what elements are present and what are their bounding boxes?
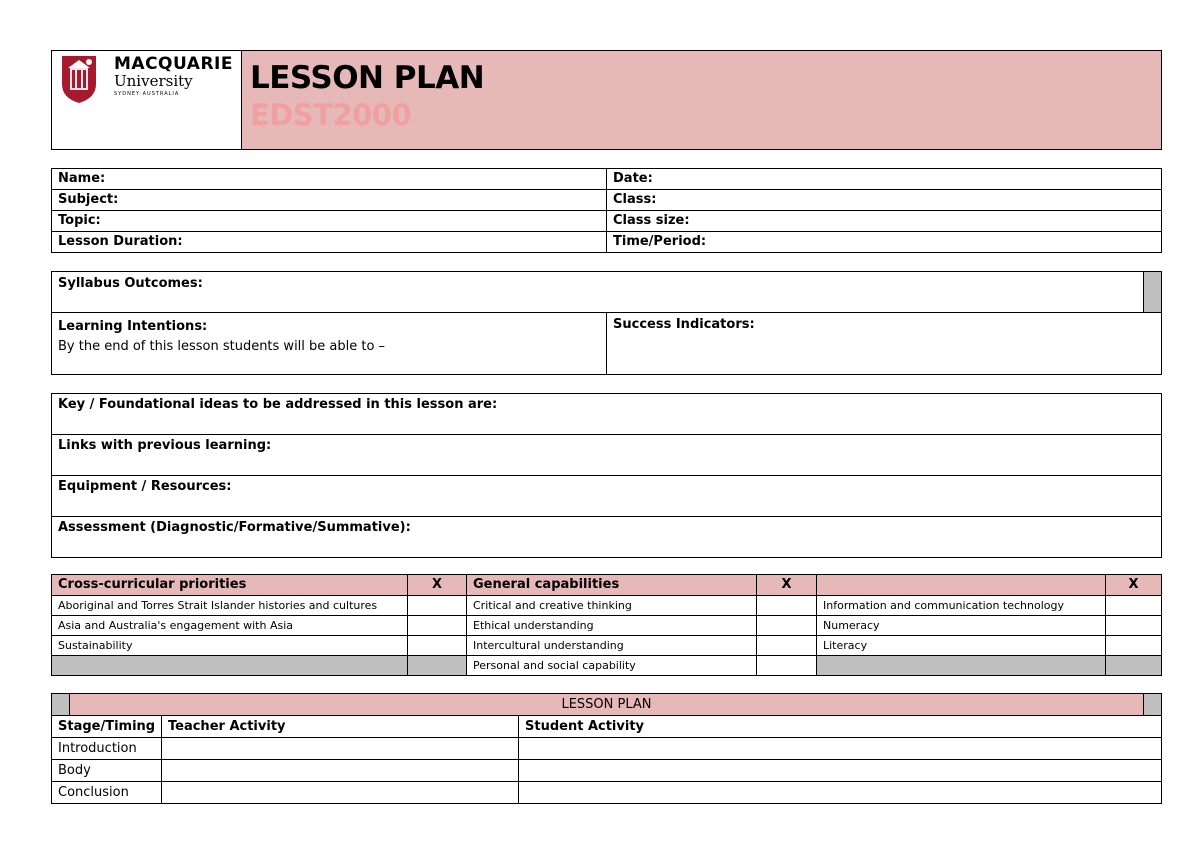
duration-field[interactable]: Lesson Duration: [52,232,607,253]
capability-item: Ethical understanding [467,616,757,636]
check-cell[interactable] [408,596,467,616]
grey-cell [1144,694,1162,716]
check-cell[interactable] [408,636,467,656]
x-header: X [757,575,817,596]
check-cell[interactable] [757,596,817,616]
class-field[interactable]: Class: [607,190,1162,211]
capabilities-section [51,574,1162,676]
check-cell[interactable] [1106,596,1162,616]
subject-field[interactable]: Subject: [52,190,607,211]
capability-item: Literacy [817,636,1106,656]
general-capabilities-header: General capabilities [467,575,757,596]
check-cell[interactable] [1106,636,1162,656]
key-ideas-field[interactable]: Key / Foundational ideas to be addressed in this lesson are: [52,394,1162,435]
check-cell[interactable] [757,656,817,676]
lesson-plan-section [51,693,1162,804]
name-field[interactable]: Name: [52,169,607,190]
class-size-field[interactable]: Class size: [607,211,1162,232]
grey-cell [52,656,408,676]
syllabus-section [51,271,1162,375]
student-header: Student Activity [519,716,1162,738]
equipment-field[interactable]: Equipment / Resources: [52,476,1162,517]
topic-field[interactable]: Topic: [52,211,607,232]
page-title: LESSON PLAN [250,60,485,96]
stage-label: Introduction [52,738,162,760]
date-field[interactable]: Date: [607,169,1162,190]
priority-item: Asia and Australia's engagement with Asia [52,616,408,636]
teacher-header: Teacher Activity [162,716,519,738]
x-header: X [408,575,467,596]
blank-header [817,575,1106,596]
assessment-field[interactable]: Assessment (Diagnostic/Formative/Summative): [52,517,1162,558]
priority-item: Aboriginal and Torres Strait Islander histories and cultures [52,596,408,616]
capability-item: Critical and creative thinking [467,596,757,616]
stage-label: Conclusion [52,782,162,804]
grey-cell [1106,656,1162,676]
check-cell[interactable] [408,616,467,636]
lesson-plan-title: LESSON PLAN [70,694,1144,716]
logo-sub: University [114,72,193,90]
teacher-activity-cell[interactable] [162,760,519,782]
grey-cell [408,656,467,676]
time-field[interactable]: Time/Period: [607,232,1162,253]
teacher-activity-cell[interactable] [162,738,519,760]
grey-cell [817,656,1106,676]
key-sections [51,393,1162,558]
capability-item: Numeracy [817,616,1106,636]
macquarie-crest-icon [60,54,98,104]
check-cell[interactable] [757,636,817,656]
cross-curricular-header: Cross-curricular priorities [52,575,408,596]
learning-intentions-text: By the end of this lesson students will be able to – [58,339,386,354]
info-section [51,168,1162,253]
logo-name: MACQUARIE [114,54,233,74]
document-header [51,50,1162,150]
success-indicators-field[interactable]: Success Indicators: [607,313,1162,375]
learning-intentions-label: Learning Intentions: [58,319,208,334]
grey-cell [52,694,70,716]
stage-label: Body [52,760,162,782]
check-cell[interactable] [1106,616,1162,636]
grey-cell [1144,272,1162,313]
course-code: EDST2000 [250,98,412,132]
capability-item: Intercultural understanding [467,636,757,656]
syllabus-outcomes-field[interactable]: Syllabus Outcomes: [52,272,1144,313]
teacher-activity-cell[interactable] [162,782,519,804]
student-activity-cell[interactable] [519,738,1162,760]
capability-item: Information and communication technology [817,596,1106,616]
stage-header: Stage/Timing [52,716,162,738]
x-header: X [1106,575,1162,596]
logo-tagline: SYDNEY·AUSTRALIA [114,91,180,97]
student-activity-cell[interactable] [519,760,1162,782]
learning-intentions-field[interactable] [52,313,607,375]
check-cell[interactable] [757,616,817,636]
student-activity-cell[interactable] [519,782,1162,804]
previous-learning-field[interactable]: Links with previous learning: [52,435,1162,476]
priority-item: Sustainability [52,636,408,656]
capability-item: Personal and social capability [467,656,757,676]
university-logo [52,51,242,149]
title-banner [242,51,1161,149]
